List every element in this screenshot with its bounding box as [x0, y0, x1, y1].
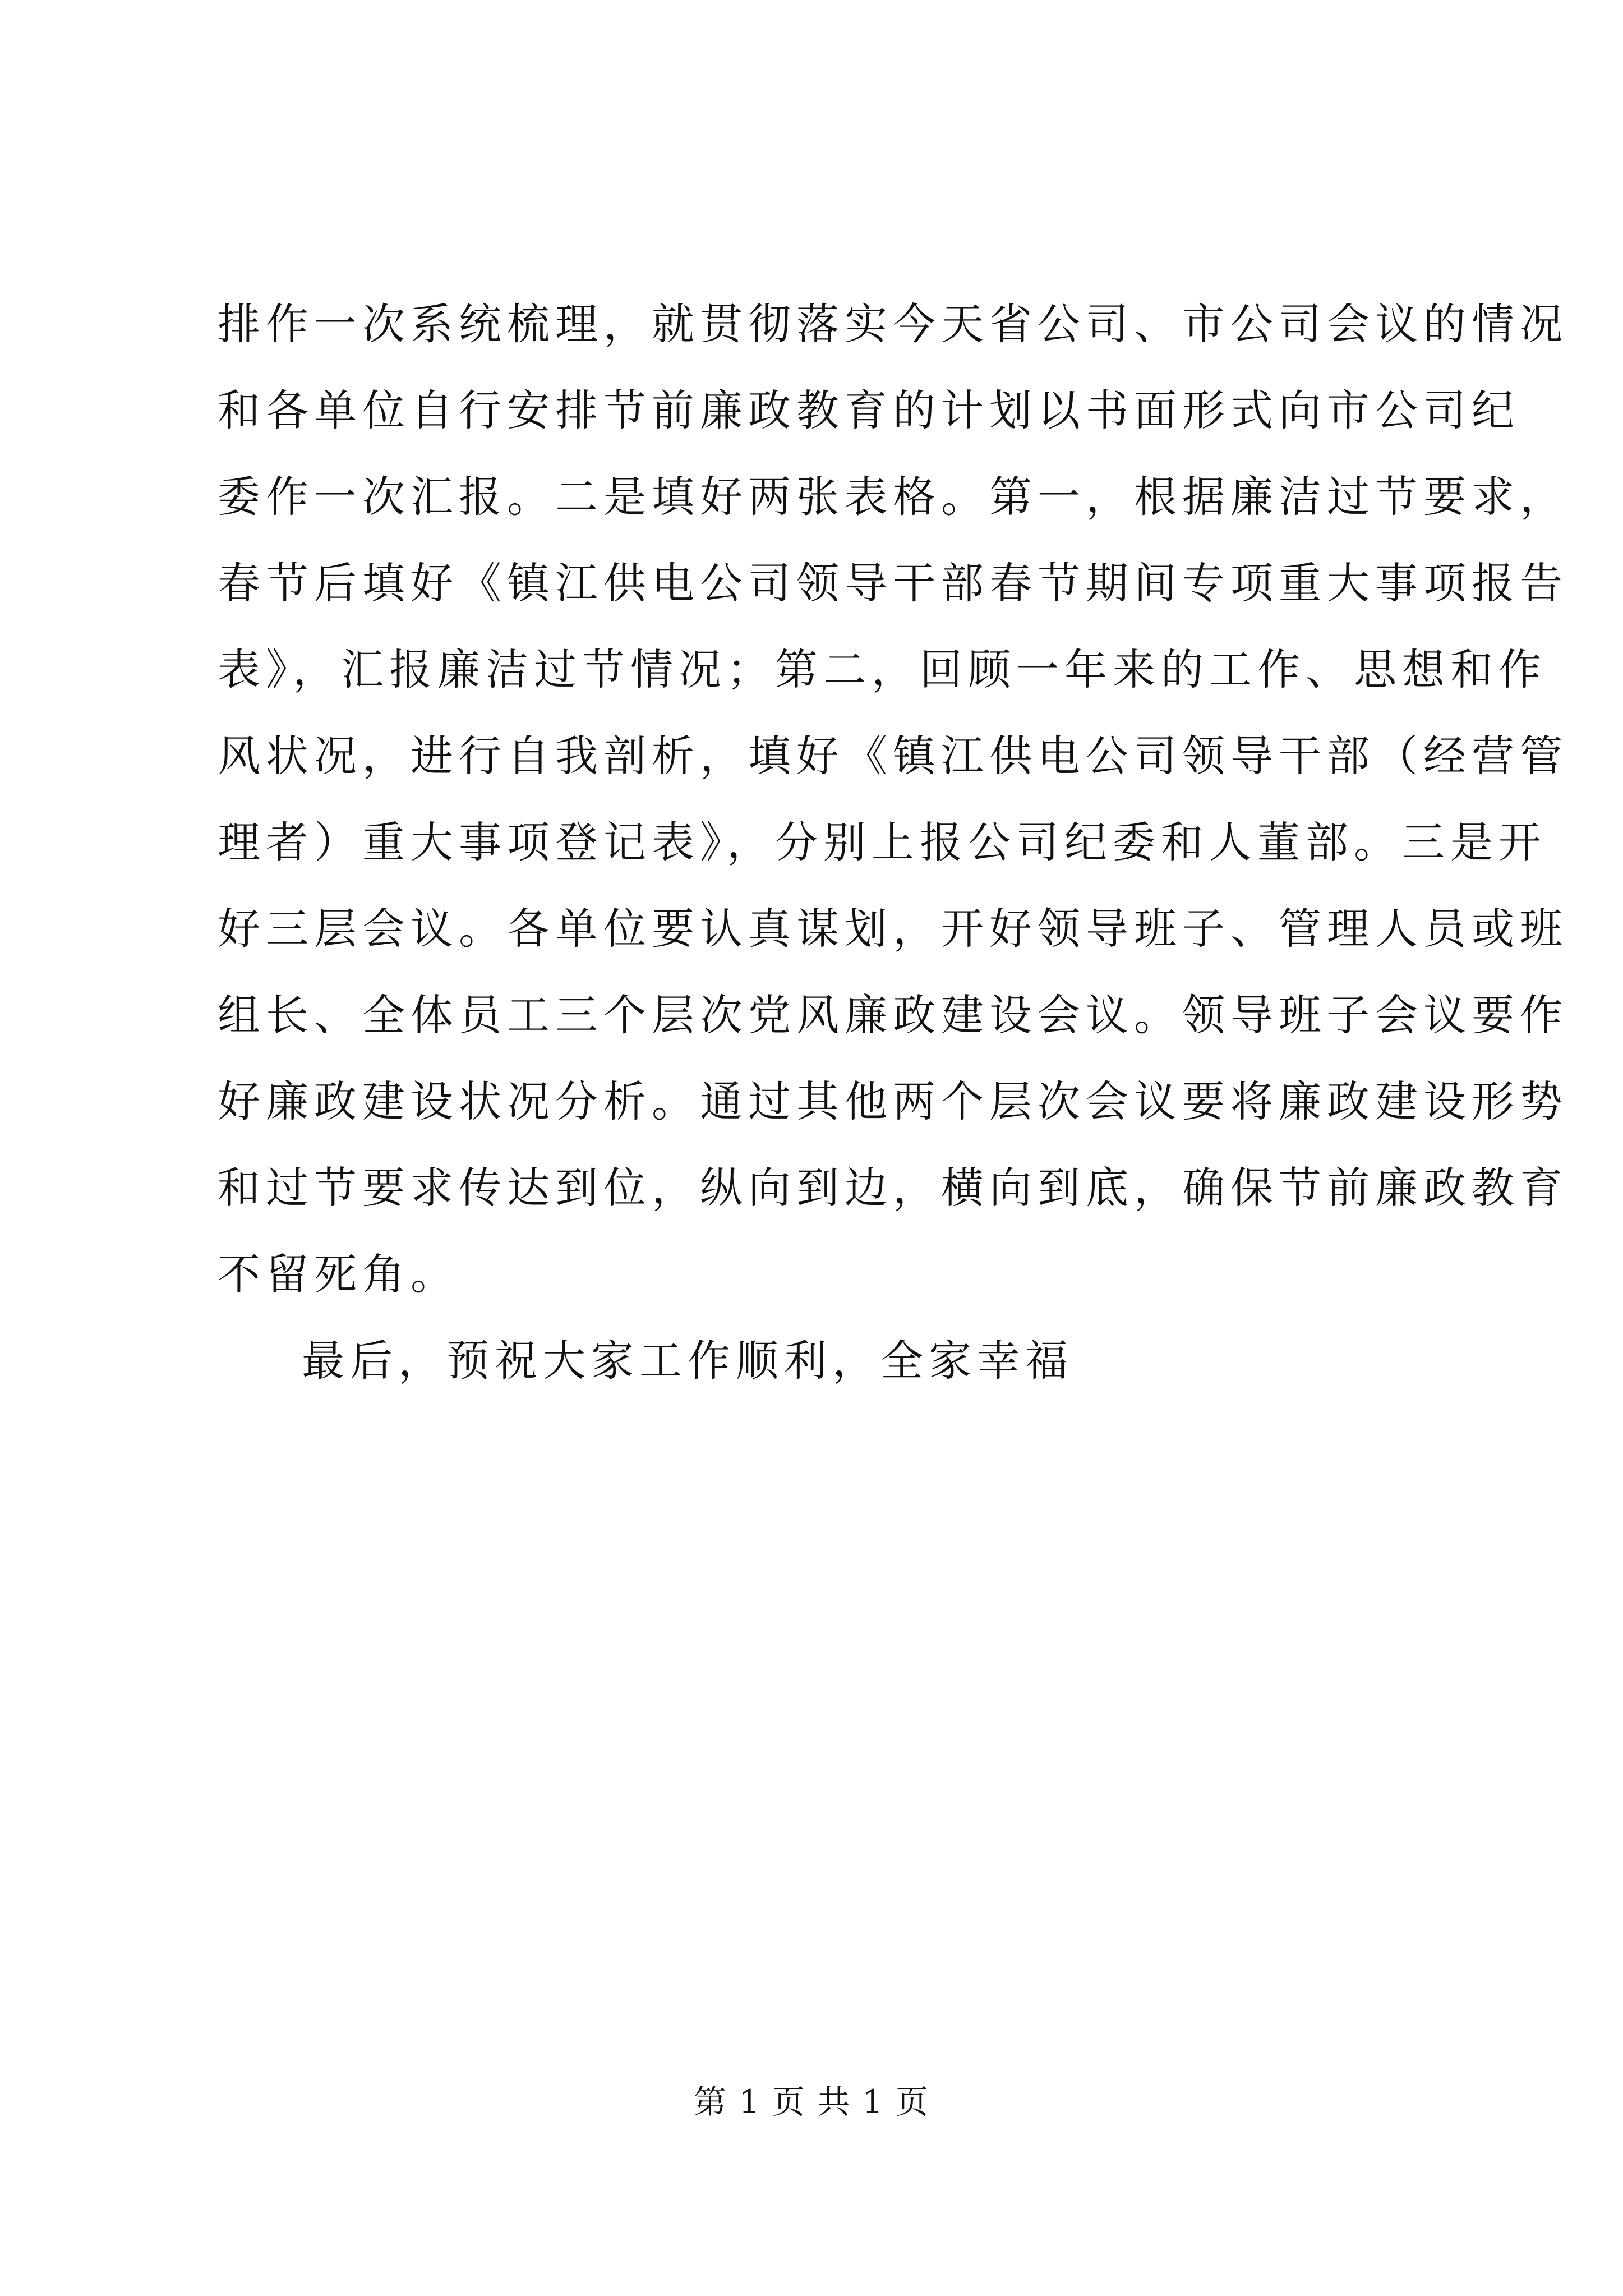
body-line-7: 理者）重大事项登记表》，分别上报公司纪委和人董部。三是开: [218, 817, 1547, 867]
body-line-6: 风状况，进行自我剖析，填好《镇江供电公司领导干部（经营管: [218, 731, 1568, 781]
body-line-10: 好廉政建设状况分析。通过其他两个层次会议要将廉政建设形势: [218, 1076, 1568, 1126]
body-line-1: 排作一次系统梳理，就贯彻落实今天省公司、市公司会议的情况: [218, 299, 1568, 349]
body-line-4: 春节后填好《镇江供电公司领导干部春节期间专项重大事项报告: [218, 558, 1568, 608]
closing-line: 最后，预祝大家工作顺利，全家幸福: [302, 1336, 1073, 1386]
page-footer: 第 1 页 共 1 页: [694, 2083, 929, 2121]
body-line-11: 和过节要求传达到位，纵向到边，横向到底，确保节前廉政教育: [218, 1163, 1568, 1213]
body-line-5: 表》，汇报廉洁过节情况；第二，回顾一年来的工作、思想和作: [218, 645, 1547, 694]
body-line-8: 好三层会议。各单位要认真谋划，开好领导班子、管理人员或班: [218, 904, 1568, 954]
body-line-9: 组长、全体员工三个层次党风廉政建设会议。领导班子会议要作: [218, 990, 1568, 1040]
body-line-3: 委作一次汇报。二是填好两张表格。第一，根据廉洁过节要求，: [218, 472, 1568, 522]
body-line-2: 和各单位自行安排节前廉政教育的计划以书面形式向市公司纪: [218, 385, 1520, 435]
body-line-12: 不留死角。: [218, 1249, 459, 1299]
body-paragraph: [218, 299, 1568, 1426]
